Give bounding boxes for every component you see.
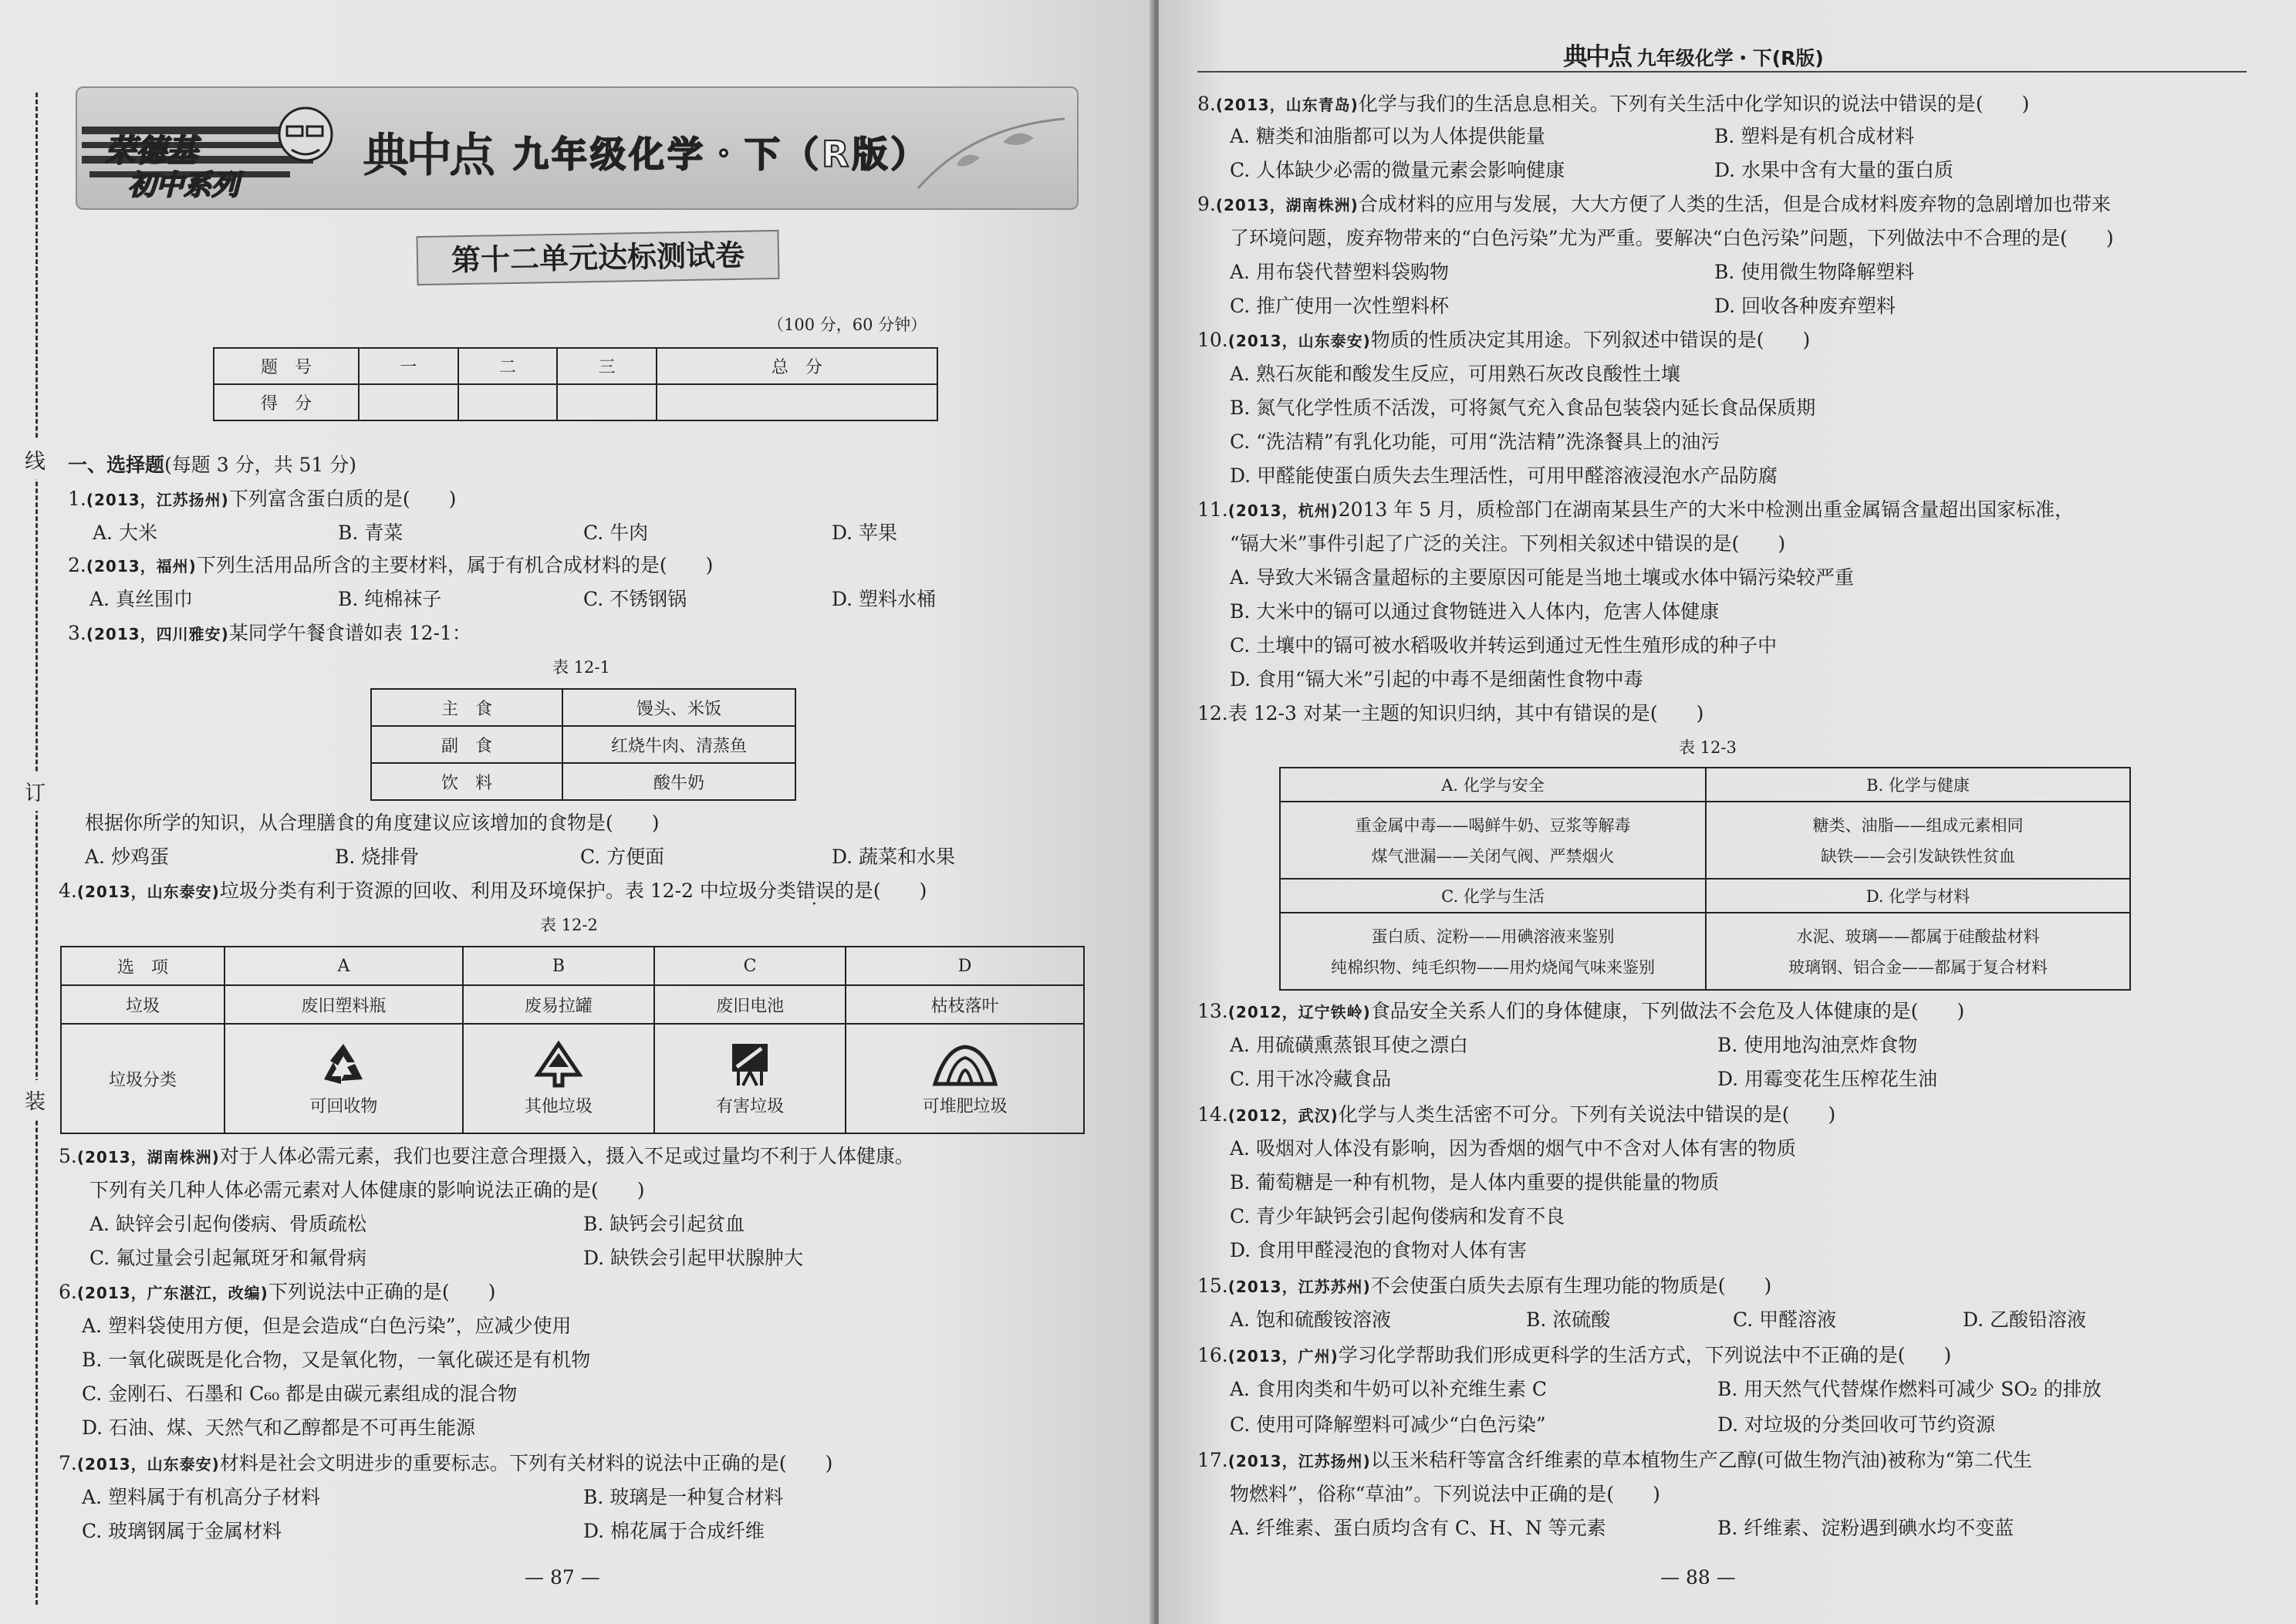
- section-title: 一、选择题: [68, 454, 165, 476]
- question-source: (2013，四川雅安): [86, 625, 229, 643]
- question-number: 5.: [59, 1145, 77, 1167]
- question-source: (2013，广州): [1227, 1347, 1339, 1366]
- recycle-icon: [316, 1041, 370, 1089]
- option[interactable]: A. 大米: [93, 522, 157, 544]
- option[interactable]: D. 回收各种废弃塑料: [1714, 295, 1896, 317]
- question-11: [1197, 497, 2074, 524]
- question-stem: 化学与我们的生活息息相关。下列有关生活中化学知识的说法中错误的是( ): [1358, 93, 2030, 115]
- score-input-cell[interactable]: [458, 384, 558, 420]
- series-name-bottom: 初中系列: [128, 170, 240, 201]
- garbage-table: [60, 946, 1085, 1134]
- option[interactable]: C. 甲醛溶液: [1733, 1308, 1837, 1331]
- brand-logo: 典中点: [363, 129, 492, 183]
- garbage-class-cell: [463, 1024, 654, 1133]
- option[interactable]: B. 烧排骨: [335, 846, 420, 868]
- question-source: (2012，武汉): [1227, 1106, 1339, 1125]
- question-stem: 垃圾分类有利于资源的回收、利用及环境保护。表 12-2 中垃圾分类: [219, 880, 796, 902]
- option[interactable]: B. 用天然气代替煤作燃料可减少 SO₂ 的排放: [1717, 1378, 2102, 1400]
- question-number: 10.: [1197, 329, 1228, 351]
- garbage-class-label: 可回收物: [309, 1096, 378, 1116]
- option[interactable]: B. 使用微生物降解塑料: [1714, 261, 1915, 283]
- question-14: [1197, 1102, 1835, 1129]
- question-stem: 合成材料的应用与发展，大大方便了人类的生活，但是合成材料废弃物的急剧增加也带来: [1358, 193, 2111, 215]
- option[interactable]: C. 牛肉: [583, 522, 649, 544]
- knowledge-line: 糖类、油脂——组成元素相同: [1812, 816, 2024, 835]
- menu-category: 主 食: [371, 689, 562, 726]
- banner-title: 九年级化学・下（R版）: [513, 133, 930, 175]
- binding-line: [35, 93, 38, 1605]
- series-name-top: 荣德基: [105, 133, 198, 169]
- option[interactable]: B. 使用地沟油烹炸食物: [1717, 1034, 1918, 1056]
- question-stem: 表 12-3 对某一主题的知识归纳，其中有错误的是( ): [1227, 702, 1704, 724]
- question-15: [1197, 1273, 1771, 1300]
- garbage-item: 废易拉罐: [463, 985, 654, 1024]
- option[interactable]: A. 导致大米镉含量超标的主要原因可能是当地土壤或水体中镉污染较严重: [1230, 566, 1854, 589]
- option[interactable]: D. 缺铁会引起甲状腺肿大: [583, 1247, 804, 1269]
- garbage-header: D: [846, 947, 1084, 985]
- question-stem-end: 的是( ): [834, 880, 927, 902]
- option[interactable]: D. 水果中含有大量的蛋白质: [1714, 159, 1954, 181]
- option[interactable]: B. 大米中的镉可以通过食物链进入人体内，危害人体健康: [1230, 600, 1720, 623]
- knowledge-line: 蛋白质、淀粉——用碘溶液来鉴别: [1371, 927, 1615, 946]
- option[interactable]: D. 蔬菜和水果: [832, 846, 956, 868]
- option[interactable]: A. 糖类和油脂都可以为人体提供能量: [1230, 125, 1545, 147]
- question-stem: 下列生活用品所含的主要材料，属于有机合成材料的是( ): [196, 554, 714, 576]
- unit-test-title: 第十二单元达标测试卷: [416, 230, 779, 285]
- option[interactable]: A. 纤维素、蛋白质均含有 C、H、N 等元素: [1230, 1517, 1606, 1539]
- question-source: (2013，广东湛江，改编): [76, 1284, 268, 1302]
- exam-info: （100 分，60 分钟）: [768, 316, 927, 334]
- emphasis-text: 错误: [795, 880, 835, 902]
- question-10: [1197, 327, 1810, 354]
- question-9: [1197, 191, 2111, 218]
- question-stem: 对于人体必需元素，我们也要注意合理摄入，摄入不足或过量均不利于人体健康。: [219, 1145, 914, 1167]
- knowledge-line: 缺铁——会引发缺铁性贫血: [1821, 847, 2015, 866]
- question-source: (2013，山东泰安): [76, 1455, 220, 1474]
- other-waste-icon: [532, 1041, 586, 1089]
- garbage-class-label: 有害垃圾: [716, 1096, 785, 1116]
- question-source: (2012，辽宁铁岭): [1227, 1003, 1371, 1021]
- option[interactable]: D. 对垃圾的分类回收可节约资源: [1717, 1413, 1996, 1436]
- garbage-class-cell: [225, 1024, 463, 1133]
- question-12: [1197, 701, 1703, 727]
- question-number: 7.: [59, 1452, 77, 1474]
- menu-category: 饮 料: [371, 763, 562, 800]
- garbage-item: 枯枝落叶: [846, 985, 1084, 1024]
- score-header-cell: 一: [359, 348, 458, 384]
- header-rule: [1197, 71, 2247, 73]
- knowledge-line: 纯棉织物、纯毛织物——用灼烧闻气味来鉴别: [1331, 958, 1655, 977]
- score-header-cell: 题 号: [214, 348, 359, 384]
- option[interactable]: C. 推广使用一次性塑料杯: [1230, 295, 1450, 317]
- question-5: [59, 1143, 914, 1170]
- score-header-cell: 总 分: [657, 348, 937, 384]
- knowledge-body: [1280, 802, 1706, 879]
- option[interactable]: B. 塑料是有机合成材料: [1714, 125, 1915, 147]
- option[interactable]: B. 玻璃是一种复合材料: [583, 1486, 784, 1508]
- garbage-header: B: [463, 947, 654, 985]
- garbage-row-label: 垃圾分类: [61, 1024, 225, 1133]
- running-head-brand: 典中点: [1563, 42, 1631, 71]
- knowledge-line: 重金属中毒——喝鲜牛奶、豆浆等解毒: [1355, 816, 1631, 835]
- question-17: [1197, 1447, 2032, 1474]
- option[interactable]: B. 氮气化学性质不活泼，可将氮气充入食品包装袋内延长食品保质期: [1230, 397, 1816, 419]
- option[interactable]: B. 青菜: [338, 522, 403, 544]
- question-source: (2013，江苏扬州): [86, 491, 229, 509]
- score-table: [213, 347, 938, 421]
- question-stem: 食品安全关系人们的身体健康，下列做法不会危及人体健康的是( ): [1370, 1000, 1965, 1022]
- option[interactable]: D. 食用“镉大米”引起的中毒不是细菌性食物中毒: [1230, 668, 1643, 690]
- option[interactable]: D. 苹果: [832, 522, 898, 544]
- question-source: (2013，山东泰安): [1227, 332, 1371, 350]
- question-number: 14.: [1197, 1103, 1228, 1126]
- option[interactable]: C. 土壤中的镉可被水稻吸收并转运到通过无性生殖形成的种子中: [1230, 634, 1778, 657]
- question-stem: 2013 年 5 月，质检部门在湖南某县生产的大米中检测出重金属镉含量超出国家标准，: [1338, 498, 2075, 521]
- question-source: (2013，杭州): [1227, 501, 1339, 520]
- question-stem: 不会使蛋白质失去原有生理功能的物质是( ): [1370, 1275, 1772, 1297]
- question-number: 8.: [1197, 93, 1216, 115]
- option[interactable]: B. 纯棉袜子: [338, 588, 442, 610]
- garbage-item: 废旧电池: [654, 985, 846, 1024]
- knowledge-head: C. 化学与生活: [1280, 879, 1706, 913]
- option[interactable]: B. 纤维素、淀粉遇到碘水均不变蓝: [1717, 1517, 2014, 1539]
- knowledge-line: 水泥、玻璃——都属于硅酸盐材料: [1796, 927, 2040, 946]
- table-caption: 表 12-2: [540, 916, 598, 934]
- option[interactable]: C. 青少年缺钙会引起佝偻病和发育不良: [1230, 1205, 1565, 1227]
- binding-label-bind: 装: [25, 1080, 46, 1119]
- question-source: (2013，江苏扬州): [1227, 1452, 1371, 1470]
- score-header-cell: 三: [557, 348, 657, 384]
- question-number: 2.: [68, 554, 86, 576]
- option[interactable]: D. 石油、煤、天然气和乙醇都是不可再生能源: [82, 1416, 476, 1439]
- garbage-class-cell: [846, 1024, 1084, 1133]
- question-2: [68, 552, 713, 579]
- question-stem: 以玉米秸秆等富含纤维素的草本植物生产乙醇(可做生物汽油)被称为“第二代生: [1370, 1449, 2033, 1471]
- menu-category: 副 食: [371, 726, 562, 763]
- garbage-header: A: [225, 947, 463, 985]
- table-caption: 表 12-3: [1679, 738, 1737, 757]
- question-4: [59, 878, 927, 905]
- question-stem-line2: 物燃料”，俗称“草油”。下列说法中正确的是( ): [1230, 1483, 1660, 1505]
- question-source: (2013，江苏苏州): [1227, 1278, 1371, 1296]
- option[interactable]: C. 用干冰冷藏食品: [1230, 1068, 1392, 1090]
- menu-items: 酸牛奶: [562, 763, 795, 800]
- knowledge-head: A. 化学与安全: [1280, 768, 1706, 802]
- series-logo: [82, 103, 344, 204]
- hazardous-waste-icon: [723, 1041, 777, 1089]
- option[interactable]: D. 食用甲醛浸泡的食物对人体有害: [1230, 1239, 1528, 1261]
- question-1: [68, 486, 456, 513]
- option[interactable]: A. 缺锌会引起佝偻病、骨质疏松: [89, 1213, 366, 1235]
- running-head: [1563, 37, 1824, 73]
- score-input-cell[interactable]: [657, 384, 937, 420]
- header-banner: [76, 86, 1079, 210]
- knowledge-body: [1706, 913, 2130, 990]
- knowledge-body: [1706, 802, 2130, 879]
- section-note: (每题 3 分，共 51 分): [164, 454, 357, 476]
- option[interactable]: A. 饱和硫酸铵溶液: [1230, 1308, 1391, 1331]
- question-number: 15.: [1197, 1275, 1228, 1297]
- question-stem: 材料是社会文明进步的重要标志。下列有关材料的说法中正确的是( ): [219, 1452, 833, 1474]
- option[interactable]: B. 一氧化碳既是化合物，又是氧化物，一氧化碳还是有机物: [82, 1349, 591, 1371]
- garbage-class-cell: [654, 1024, 846, 1133]
- option[interactable]: C. 方便面: [580, 846, 665, 868]
- question-stem: 化学与人类生活密不可分。下列有关说法中错误的是( ): [1338, 1103, 1836, 1126]
- question-source: (2013，湖南株洲): [76, 1148, 220, 1167]
- butterfly-decoration-icon: [910, 96, 1072, 204]
- score-input-cell[interactable]: [359, 384, 458, 420]
- garbage-header: 选 项: [61, 947, 225, 985]
- knowledge-head: B. 化学与健康: [1706, 768, 2130, 802]
- section-heading: [68, 452, 356, 478]
- garbage-header: C: [654, 947, 846, 985]
- compost-icon: [930, 1041, 1000, 1089]
- table-caption: 表 12-1: [552, 658, 610, 677]
- option[interactable]: D. 乙酸铅溶液: [1963, 1308, 2087, 1331]
- option[interactable]: C. 人体缺少必需的微量元素会影响健康: [1230, 159, 1565, 181]
- option[interactable]: D. 用霉变花生压榨花生油: [1717, 1068, 1938, 1090]
- question-stem-line2: 了环境问题，废弃物带来的“白色污染”尤为严重。要解决“白色污染”问题，下列做法中不合理的是( ): [1230, 227, 2114, 249]
- option[interactable]: C. 金刚石、石墨和 C₆₀ 都是由碳元素组成的混合物: [82, 1383, 518, 1405]
- option[interactable]: A. 用布袋代替塑料袋购物: [1230, 261, 1449, 283]
- score-input-cell[interactable]: [557, 384, 657, 420]
- question-7: [59, 1450, 832, 1477]
- question-number: 16.: [1197, 1344, 1228, 1366]
- option[interactable]: A. 食用肉类和牛奶可以补充维生素 C: [1230, 1378, 1548, 1400]
- question-stem: 学习化学帮助我们形成更科学的生活方式，下列说法中不正确的是( ): [1338, 1344, 1952, 1366]
- question-stem: 某同学午餐食谱如表 12-1：: [228, 622, 471, 644]
- garbage-class-label: 其他垃圾: [524, 1096, 593, 1116]
- question-3: [68, 620, 471, 647]
- question-stem-line2: “镉大米”事件引起了广泛的关注。下列相关叙述中错误的是( ): [1230, 532, 1786, 555]
- option[interactable]: A. 炒鸡蛋: [85, 846, 169, 868]
- binding-label-staple: 订: [25, 771, 46, 811]
- option[interactable]: C. 不锈钢锅: [583, 588, 687, 610]
- option[interactable]: A. 熟石灰能和酸发生反应，可用熟石灰改良酸性土壤: [1230, 363, 1680, 385]
- question-stem: 物质的性质决定其用途。下列叙述中错误的是( ): [1370, 329, 1811, 351]
- question-number: 11.: [1197, 498, 1228, 521]
- question-13: [1197, 998, 1964, 1025]
- knowledge-table: [1279, 767, 2131, 991]
- option[interactable]: D. 棉花属于合成纤维: [583, 1520, 765, 1542]
- question-stem: 下列富含蛋白质的是( ): [228, 488, 457, 510]
- option[interactable]: A. 塑料属于有机高分子材料: [82, 1486, 320, 1508]
- option[interactable]: D. 甲醛能使蛋白质失去生理活性，可用甲醛溶液浸泡水产品防腐: [1230, 464, 1778, 487]
- option[interactable]: C. “洗洁精”有乳化功能，可用“洗洁精”洗涤餐具上的油污: [1230, 430, 1720, 453]
- option[interactable]: A. 吸烟对人体没有影响，因为香烟的烟气中不含对人体有害的物质: [1230, 1137, 1796, 1160]
- question-number: 4.: [59, 880, 77, 902]
- option[interactable]: A. 用硫磺熏蒸银耳使之漂白: [1230, 1034, 1468, 1056]
- question-6: [59, 1279, 495, 1306]
- option[interactable]: A. 塑料袋使用方便，但是会造成“白色污染”，应减少使用: [82, 1315, 572, 1337]
- score-header-cell: 二: [458, 348, 558, 384]
- option[interactable]: C. 氟过量会引起氟斑牙和氟骨病: [89, 1247, 367, 1269]
- garbage-item: 废旧塑料瓶: [225, 985, 463, 1024]
- knowledge-line: 玻璃钢、铝合金——都属于复合材料: [1788, 958, 2048, 977]
- knowledge-body: [1280, 913, 1706, 990]
- question-8: [1197, 91, 2029, 118]
- question-number: 12.: [1197, 702, 1228, 724]
- question-number: 13.: [1197, 1000, 1228, 1022]
- garbage-class-label: 可堆肥垃圾: [922, 1096, 1008, 1116]
- menu-items: 红烧牛肉、清蒸鱼: [562, 726, 795, 763]
- option[interactable]: C. 玻璃钢属于金属材料: [82, 1520, 282, 1542]
- option[interactable]: B. 葡萄糖是一种有机物，是人体内重要的提供能量的物质: [1230, 1171, 1720, 1194]
- option[interactable]: B. 缺钙会引起贫血: [583, 1213, 745, 1235]
- knowledge-line: 煤气泄漏——关闭气阀、严禁烟火: [1371, 847, 1615, 866]
- page-number: — 87 —: [525, 1566, 600, 1589]
- question-source: (2013，山东青岛): [1215, 96, 1359, 114]
- question-number: 1.: [68, 488, 86, 510]
- question-number: 6.: [59, 1281, 77, 1303]
- running-head-title: 九年级化学・下(R版): [1636, 47, 1824, 69]
- question-number: 17.: [1197, 1449, 1228, 1471]
- question-source: (2013，福州): [86, 557, 197, 576]
- page-number: — 88 —: [1660, 1566, 1736, 1589]
- menu-table: [370, 688, 796, 801]
- question-stem: 下列说法中正确的是( ): [268, 1281, 496, 1303]
- right-page: [1159, 0, 2296, 1624]
- question-16: [1197, 1342, 1951, 1369]
- option[interactable]: D. 塑料水桶: [832, 588, 937, 610]
- question-source: (2013，湖南株洲): [1215, 196, 1359, 214]
- question-number: 9.: [1197, 193, 1216, 215]
- question-source: (2013，山东泰安): [76, 883, 220, 901]
- garbage-row-label: 垃圾: [61, 985, 225, 1024]
- binding-label-line: 线: [25, 440, 46, 479]
- option[interactable]: B. 浓硫酸: [1526, 1308, 1611, 1331]
- option[interactable]: A. 真丝围巾: [89, 588, 193, 610]
- score-label-cell: 得 分: [214, 384, 359, 420]
- question-stem-line2: 下列有关几种人体必需元素对人体健康的影响说法正确的是( ): [89, 1179, 645, 1201]
- question-number: 3.: [68, 622, 86, 644]
- menu-items: 馒头、米饭: [562, 689, 795, 726]
- question-followup: 根据你所学的知识，从合理膳食的角度建议应该增加的食物是( ): [85, 812, 660, 834]
- knowledge-head: D. 化学与材料: [1706, 879, 2130, 913]
- option[interactable]: C. 使用可降解塑料可减少“白色污染”: [1230, 1413, 1546, 1436]
